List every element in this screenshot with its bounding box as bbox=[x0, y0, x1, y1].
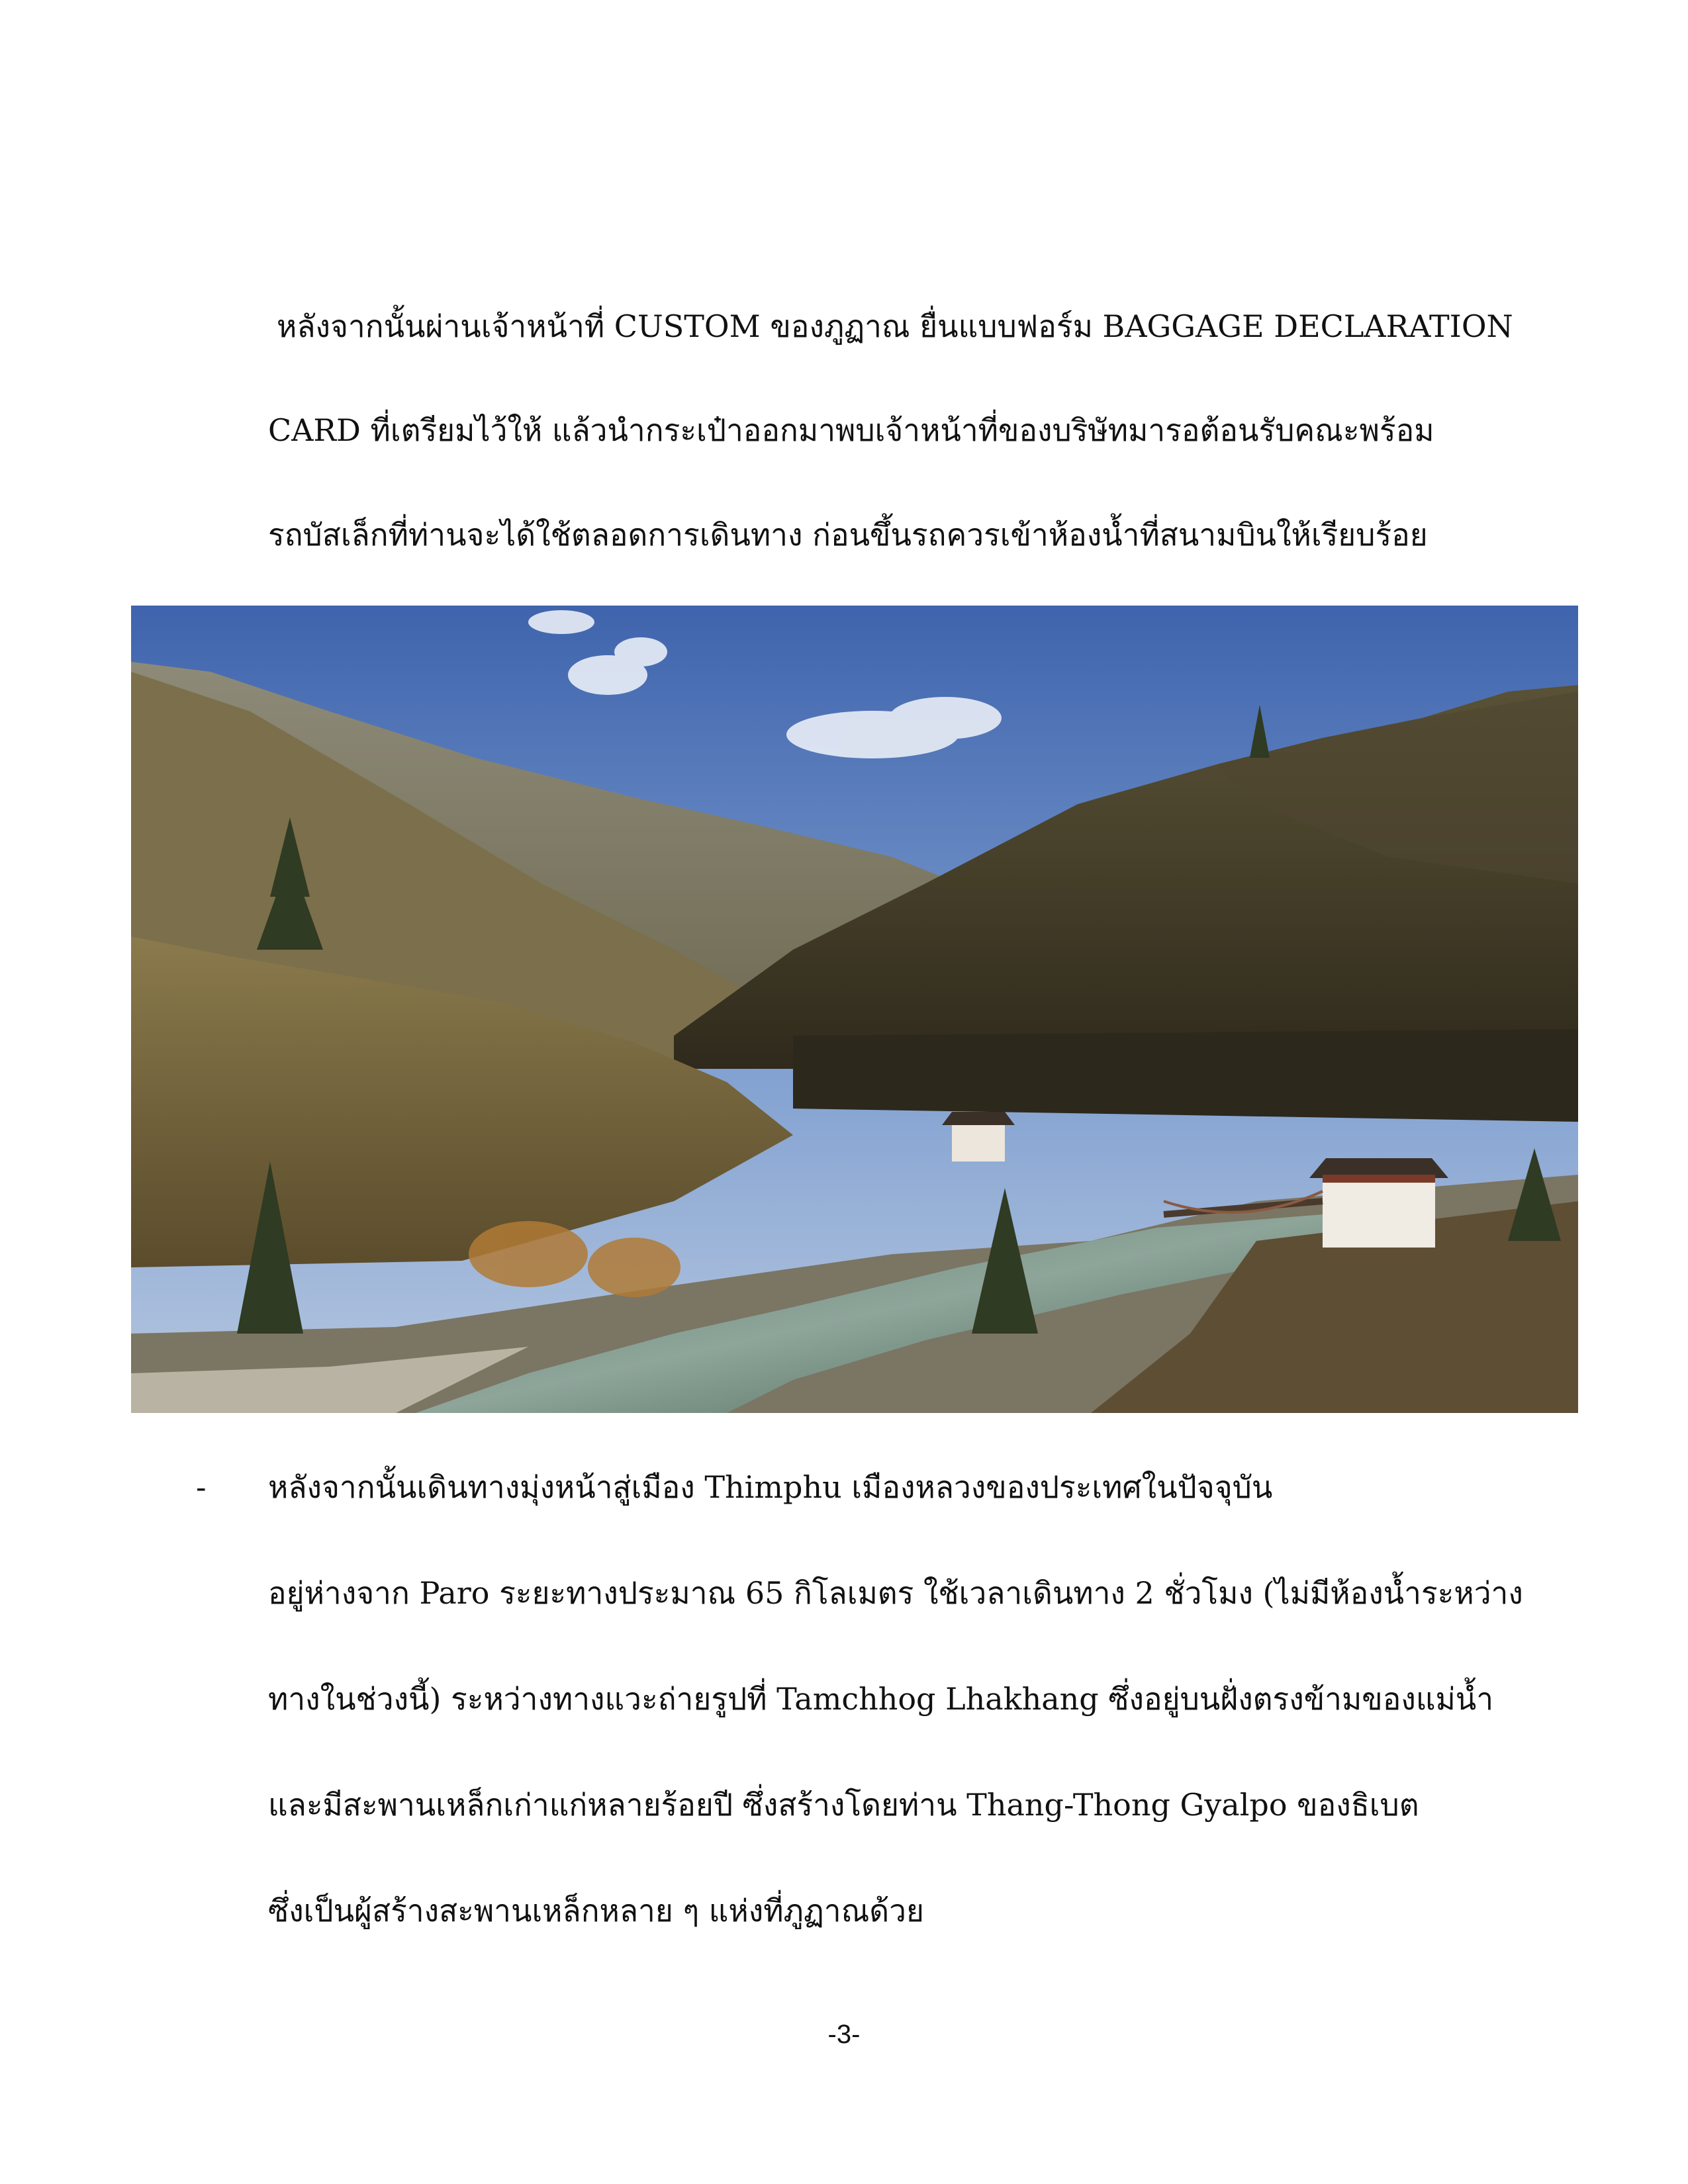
page-number: -3- bbox=[827, 2020, 861, 2049]
valley-river-photo bbox=[131, 606, 1578, 1413]
intro-line-1: หลังจากนั้นผ่านเจ้าหน้าที่ CUSTOM ของภูฏาณ ยื่นแบบฟอร์ม BAGGAGE DECLARATION bbox=[277, 308, 1513, 344]
intro-line-2: CARD ที่เตรียมไว้ให้ แล้วนำกระเป๋าออกมาพบเจ้าหน้าที่ของบริษัทมารอต้อนรับคณะพร้อม bbox=[268, 412, 1434, 448]
landscape-illustration bbox=[131, 606, 1578, 1413]
bullet-line-4: และมีสะพานเหล็กเก่าแก่หลายร้อยปี ซึ่งสร้างโดยท่าน Thang-Thong Gyalpo ของธิเบต bbox=[268, 1787, 1419, 1823]
bullet-line-1: หลังจากนั้นเดินทางมุ่งหน้าสู่เมือง Thimphu เมืองหลวงของประเทศในปัจจุบัน bbox=[268, 1469, 1273, 1505]
bullet-marker: - bbox=[196, 1469, 207, 1505]
intro-line-3: รถบัสเล็กที่ท่านจะได้ใช้ตลอดการเดินทาง ก่อนขึ้นรถควรเข้าห้องน้ำที่สนามบินให้เรียบร้อย bbox=[268, 517, 1428, 553]
bullet-line-5: ซึ่งเป็นผู้สร้างสะพานเหล็กหลาย ๆ แห่งที่ภูฏาณด้วย bbox=[268, 1893, 924, 1929]
bullet-line-2: อยู่ห่างจาก Paro ระยะทางประมาณ 65 กิโลเมตร ใช้เวลาเดินทาง 2 ชั่วโมง (ไม่มีห้องน้ำระหว่าง bbox=[268, 1575, 1523, 1611]
bullet-line-3: ทางในช่วงนี้) ระหว่างทางแวะถ่ายรูปที่ Tamchhog Lhakhang ซึ่งอยู่บนฝั่งตรงข้ามของแม่น้ำ bbox=[268, 1681, 1494, 1717]
